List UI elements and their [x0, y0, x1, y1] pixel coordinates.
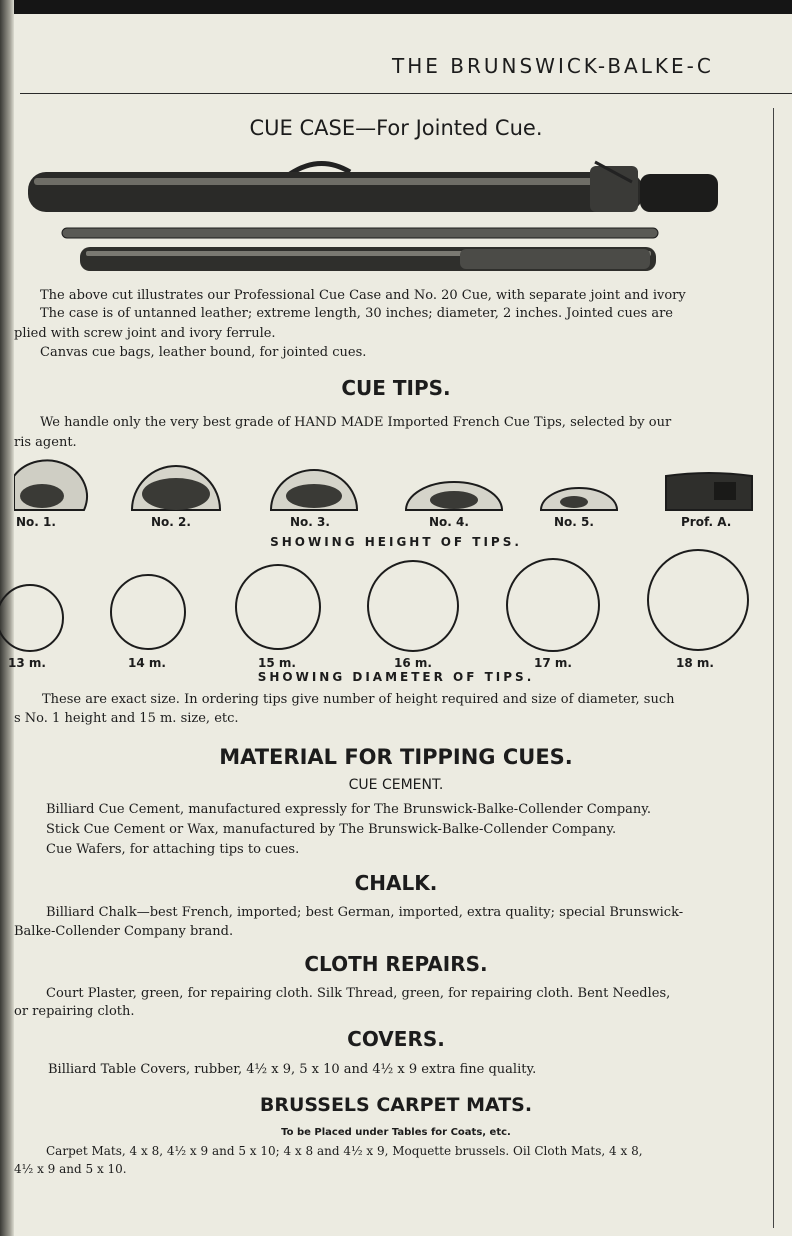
tip-ordering-note: s No. 1 height and 15 m. size, etc. [14, 711, 239, 726]
tip-heights-illustration [14, 458, 774, 518]
top-dark-border [0, 0, 792, 14]
tip-diameter-label: 18 m. [676, 656, 714, 670]
covers-heading: COVERS. [347, 1027, 445, 1051]
carpet-mats-line: 4½ x 9 and 5 x 10. [14, 1162, 127, 1176]
cue-case-illustration [20, 152, 730, 277]
carpet-mats-line: Carpet Mats, 4 x 8, 4½ x 9 and 5 x 10; 4 x 8 and 4½ x 9, Moquette brussels. Oil Cloth Mats, 4 x 8, [46, 1144, 643, 1158]
tip-height-label: No. 5. [554, 515, 594, 529]
cloth-repairs-heading: CLOTH REPAIRS. [304, 952, 488, 976]
cue-cement-subheading: CUE CEMENT. [348, 777, 444, 793]
tip-height-no-4 [406, 482, 502, 510]
height-caption: SHOWING HEIGHT OF TIPS. [270, 535, 522, 549]
material-line: Stick Cue Cement or Wax, manufactured by The Brunswick-Balke-Collender Company. [46, 822, 617, 837]
carpet-mats-subheading: To be Placed under Tables for Coats, etc. [281, 1127, 511, 1138]
tip-height-no-3 [271, 470, 357, 510]
cue-case-line: Canvas cue bags, leather bound, for jointed cues. [40, 345, 367, 360]
cue-case-line: The case is of untanned leather; extreme length, 30 inches; diameter, 2 inches. Jointed cues are [40, 306, 673, 321]
material-heading: MATERIAL FOR TIPPING CUES. [219, 745, 573, 769]
tip-diameter-14 [111, 575, 185, 649]
cue-case-line: plied with screw joint and ivory ferrule. [14, 326, 276, 341]
tip-diameter-label: 16 m. [394, 656, 432, 670]
tip-diameter-15 [236, 565, 320, 649]
tip-height-label: No. 3. [290, 515, 330, 529]
chalk-heading: CHALK. [354, 871, 438, 895]
chalk-line: Balke-Collender Company brand. [14, 924, 234, 939]
covers-line: Billiard Table Covers, rubber, 4½ x 9, 5 x 10 and 4½ x 9 extra fine quality. [48, 1062, 537, 1077]
material-line: Billiard Cue Cement, manufactured expressly for The Brunswick-Balke-Collender Company. [46, 802, 652, 817]
cue-tips-heading: CUE TIPS. [341, 376, 451, 400]
cloth-repairs-line: or repairing cloth. [14, 1004, 135, 1019]
tip-height-label: No. 2. [151, 515, 191, 529]
tip-height-prof-a [666, 473, 752, 510]
header-rule [20, 93, 792, 94]
tip-diameter-label: 13 m. [8, 656, 46, 670]
cloth-repairs-line: Court Plaster, green, for repairing cloth. Silk Thread, green, for repairing cloth. Bent Needles, [46, 986, 671, 1001]
chalk-line: Billiard Chalk—best French, imported; best German, imported, extra quality; special Brunswick- [46, 905, 684, 920]
tip-height-label: No. 4. [429, 515, 469, 529]
tip-diameter-label: 14 m. [128, 656, 166, 670]
diameter-caption: SHOWING DIAMETER OF TIPS. [257, 670, 535, 684]
cue-case-heading: CUE CASE—For Jointed Cue. [249, 116, 543, 140]
tip-diameter-label: 15 m. [258, 656, 296, 670]
cue-case-line: The above cut illustrates our Professional Cue Case and No. 20 Cue, with separate joint and ivory [40, 288, 686, 303]
tip-height-label: No. 1. [16, 515, 56, 529]
tip-diameter-18 [648, 550, 748, 650]
page-header-title: THE BRUNSWICK-BALKE-C [392, 54, 714, 78]
cue-tips-intro-line: We handle only the very best grade of HAND MADE Imported French Cue Tips, selected by our [40, 415, 672, 430]
tip-ordering-note: These are exact size. In ordering tips give number of height required and size of diameter, such [42, 692, 675, 707]
tip-diameter-17 [507, 559, 599, 651]
material-line: Cue Wafers, for attaching tips to cues. [46, 842, 300, 857]
cue-tips-intro-line: ris agent. [14, 435, 77, 450]
tip-diameter-label: 17 m. [534, 656, 572, 670]
tip-height-no-2 [132, 466, 220, 510]
tip-height-no-1 [14, 460, 87, 510]
right-margin-rule [773, 108, 774, 1228]
tip-height-no-5 [541, 488, 617, 510]
tip-diameters-illustration [0, 548, 760, 658]
tip-height-label: Prof. A. [681, 515, 732, 529]
tip-diameter-16 [368, 561, 458, 651]
carpet-mats-heading: BRUSSELS CARPET MATS. [259, 1094, 533, 1116]
tip-diameter-13 [0, 585, 63, 651]
